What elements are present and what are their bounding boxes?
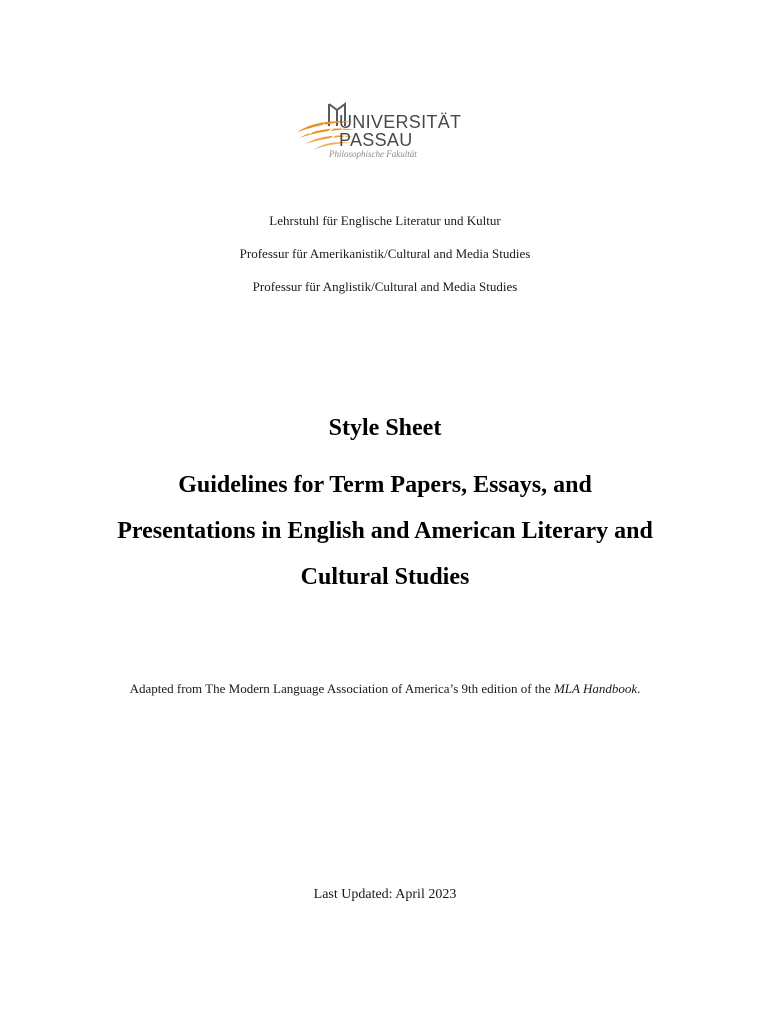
chair-american-studies: Professur für Amerikanistik/Cultural and Media Studies <box>239 246 531 261</box>
adaptation-note-end: . <box>637 681 641 696</box>
university-name <box>339 113 461 149</box>
university-name-line1: UNIVERSITÄT <box>339 112 462 132</box>
university-name-line2: PASSAU <box>339 130 413 150</box>
mla-handbook-title: MLA Handbook <box>553 681 638 696</box>
faculty-name: Philosophische Fakultät <box>329 149 417 159</box>
chair-english-studies: Professur für Anglistik/Cultural and Media Studies <box>252 279 518 294</box>
university-logo <box>295 100 485 166</box>
chair-list <box>0 212 770 311</box>
document-title: Style Sheet <box>328 415 442 441</box>
adaptation-note-text: Adapted from The Modern Language Association of America’s 9th edition of the <box>129 681 554 696</box>
last-updated: Last Updated: April 2023 <box>313 887 457 902</box>
document-subtitle: Guidelines for Term Papers, Essays, and Presentations in English and American Literary and Cultural Studies <box>117 472 653 590</box>
adaptation-note <box>0 680 770 698</box>
chair-english-literature: Lehrstuhl für Englische Literatur und Kultur <box>269 213 501 228</box>
